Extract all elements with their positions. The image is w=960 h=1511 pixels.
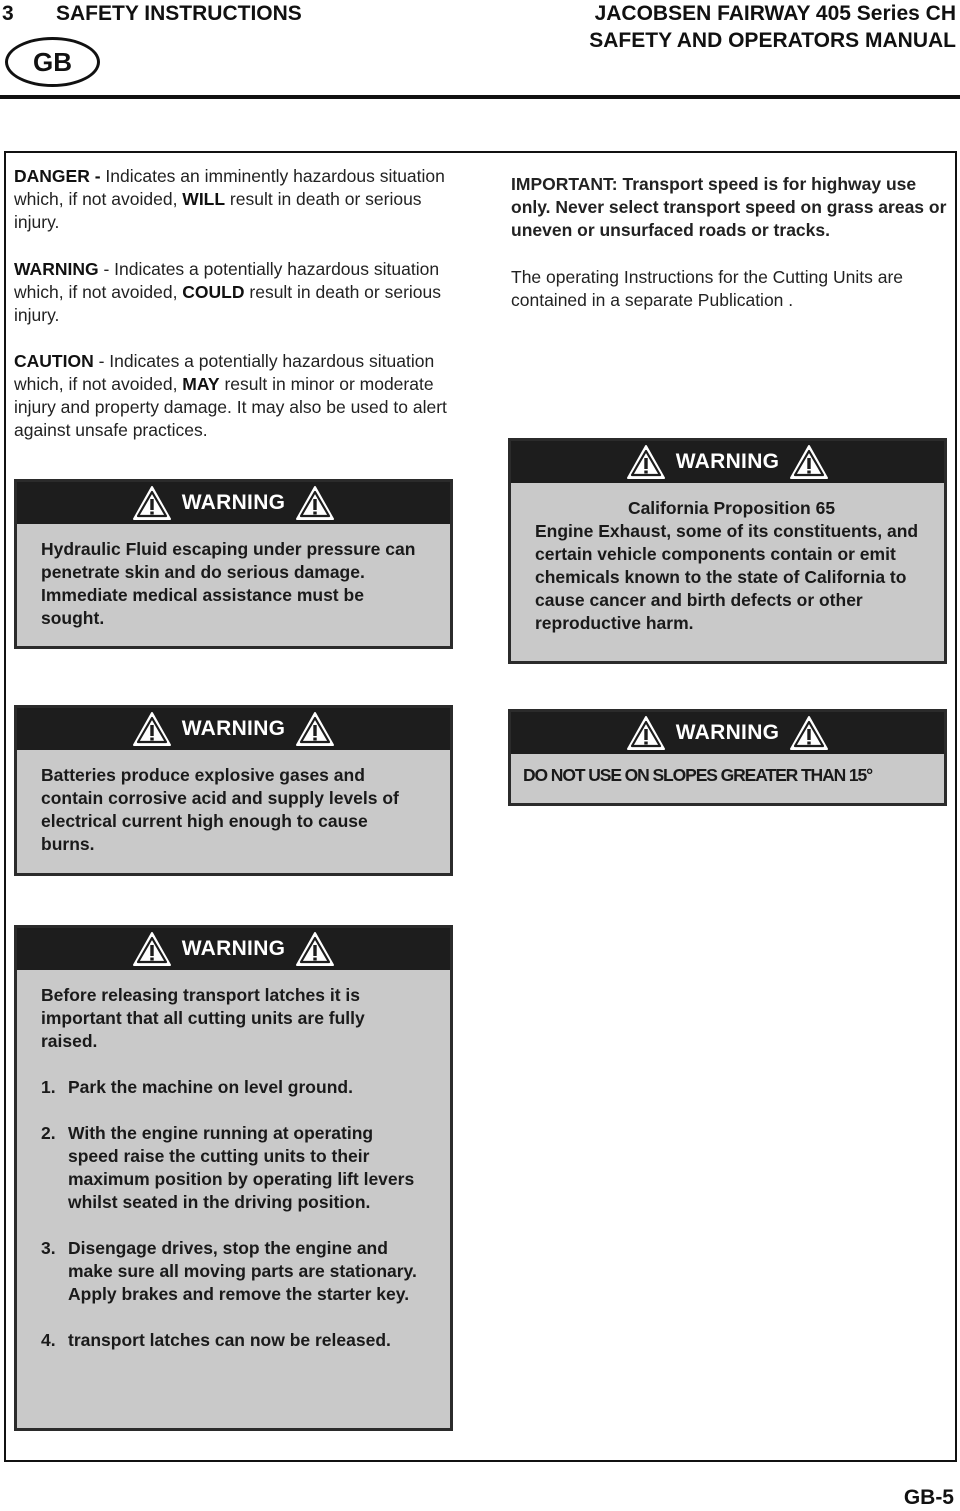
step-number: 2. xyxy=(41,1123,56,1143)
batteries-warning-box xyxy=(14,705,453,876)
prop65-text: Engine Exhaust, some of its constituents, and certain vehicle components contain or emit chemicals known to the state of California to cause cancer and birth defects or other reproductive harm. xyxy=(535,521,919,633)
warning-header xyxy=(17,482,450,524)
danger-text-a: Indicates an imminently hazardous situation which, if not avoided, xyxy=(14,166,445,209)
step-number: 3. xyxy=(41,1238,56,1258)
section-number: 3 xyxy=(2,2,14,25)
important-note: IMPORTANT: Transport speed is for highway use only. Never select transport speed on grass areas or uneven or unsurfaced roads or tracks. xyxy=(511,174,947,240)
latches-body xyxy=(17,970,450,1387)
warning-heading: WARNING xyxy=(181,937,286,960)
hydraulic-warning-text: Hydraulic Fluid escaping under pressure can penetrate skin and do serious damage. Immediate medical assistance must be sought. xyxy=(41,539,416,628)
warning-triangle-icon xyxy=(295,485,335,521)
page-number: GB-5 xyxy=(903,1486,954,1509)
warning-triangle-icon xyxy=(789,715,829,751)
caution-term: CAUTION xyxy=(14,351,94,371)
latches-intro: Before releasing transport latches it is important that all cutting units are fully raised. xyxy=(41,985,365,1051)
step-text: Park the machine on level ground. xyxy=(68,1077,353,1097)
danger-text-b: result in death or serious injury. xyxy=(14,189,422,232)
warning-definition xyxy=(14,258,454,327)
warning-triangle-icon xyxy=(789,444,829,480)
caution-text-b: result in minor or moderate injury and property damage. It may also be used to alert against unsafe practices. xyxy=(14,374,447,440)
warning-triangle-icon xyxy=(295,931,335,967)
warning-header xyxy=(17,708,450,750)
batteries-warning-text: Batteries produce explosive gases and contain corrosive acid and supply levels of electrical current high enough to cause burns. xyxy=(41,765,399,854)
section-title: SAFETY INSTRUCTIONS xyxy=(56,2,302,25)
list-item xyxy=(41,1237,426,1306)
warning-emphasis: COULD xyxy=(182,282,245,302)
prop65-body xyxy=(511,483,944,647)
warning-text-b: result in death or serious injury. xyxy=(14,282,442,325)
step-text: With the engine running at operating speed raise the cutting units to their maximum position by operating lift levers whilst seated in the driving position. xyxy=(68,1123,415,1212)
warning-triangle-icon xyxy=(132,931,172,967)
prop65-warning-box xyxy=(508,438,947,664)
prop65-title: California Proposition 65 xyxy=(627,498,836,518)
caution-text-a: - Indicates a potentially hazardous situation which, if not avoided, xyxy=(14,351,435,394)
warning-header xyxy=(511,712,944,754)
manual-title-line2: SAFETY AND OPERATORS MANUAL xyxy=(589,29,956,52)
step-text: transport latches can now be released. xyxy=(68,1330,391,1350)
latches-warning-box xyxy=(14,925,453,1431)
warning-triangle-icon xyxy=(132,485,172,521)
section-heading xyxy=(2,0,302,27)
list-item xyxy=(41,1329,426,1352)
warning-heading: WARNING xyxy=(181,491,286,514)
step-number: 4. xyxy=(41,1330,56,1350)
list-item xyxy=(41,1122,426,1214)
caution-emphasis: MAY xyxy=(182,374,220,394)
danger-emphasis: WILL xyxy=(182,189,226,209)
slopes-warning-box xyxy=(508,709,947,806)
warning-triangle-icon xyxy=(626,715,666,751)
step-number: 1. xyxy=(41,1077,56,1097)
slopes-warning-text: DO NOT USE ON SLOPES GREATER THAN 15° xyxy=(523,765,873,785)
warning-heading: WARNING xyxy=(181,717,286,740)
danger-term: DANGER - xyxy=(14,166,101,186)
warning-header xyxy=(17,928,450,970)
list-item xyxy=(41,1076,426,1099)
warning-heading: WARNING xyxy=(675,450,780,473)
latches-steps xyxy=(41,1076,426,1352)
header-rule xyxy=(0,95,960,99)
warning-header xyxy=(511,441,944,483)
warning-term: WARNING xyxy=(14,259,99,279)
cutting-units-note: The operating Instructions for the Cutting Units are contained in a separate Publication . xyxy=(511,267,904,310)
warning-triangle-icon xyxy=(295,711,335,747)
warning-heading: WARNING xyxy=(675,721,780,744)
hydraulic-warning-box xyxy=(14,479,453,649)
step-text: Disengage drives, stop the engine and make sure all moving parts are stationary. Apply brakes and remove the starter key. xyxy=(68,1238,417,1304)
warning-triangle-icon xyxy=(626,444,666,480)
manual-title-line1: JACOBSEN FAIRWAY 405 Series CH xyxy=(594,2,956,25)
warning-triangle-icon xyxy=(132,711,172,747)
caution-definition xyxy=(14,350,454,442)
language-badge: GB xyxy=(5,37,100,87)
manual-title xyxy=(589,0,956,54)
danger-definition xyxy=(14,165,454,234)
warning-text-a: - Indicates a potentially hazardous situation which, if not avoided, xyxy=(14,259,440,302)
